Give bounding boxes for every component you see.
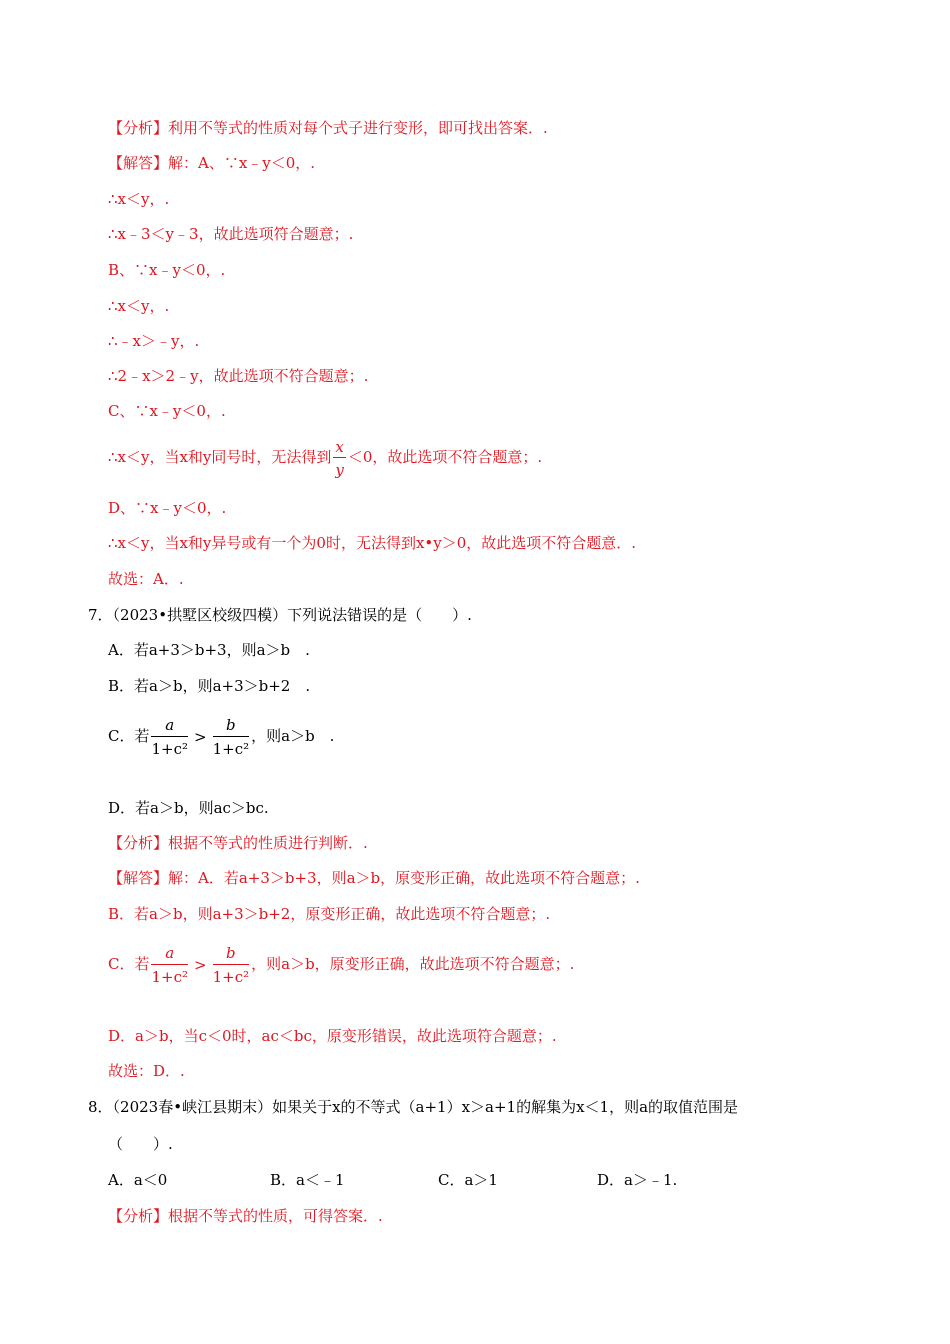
q8-stem-continued: （ ）. xyxy=(108,1135,173,1153)
text-segment: C．若 xyxy=(108,727,150,745)
q6-analysis: 【分析】利用不等式的性质对每个式子进行变形，即可找出答案．. xyxy=(108,119,548,137)
q7-solution-c xyxy=(108,942,574,987)
q6-solution-c: C、∵x﹣y＜0，. xyxy=(108,402,226,420)
text-segment: ，则a＞b . xyxy=(251,727,335,745)
fraction-denominator: 1+c² xyxy=(212,740,250,758)
fraction-numerator: a xyxy=(151,716,188,737)
q7-solution-d: D．a＞b，当c＜0时，ac＜bc，原变形错误，故此选项符合题意；. xyxy=(108,1027,557,1045)
q7-stem: 7．（2023•拱墅区校级四模）下列说法错误的是（ ）. xyxy=(88,606,472,624)
q7-analysis: 【分析】根据不等式的性质进行判断．. xyxy=(108,834,368,852)
fraction-b xyxy=(213,944,250,986)
fraction-numerator: x xyxy=(335,437,344,456)
q7-choice: 故选：D．. xyxy=(108,1062,185,1080)
q7-option-c xyxy=(108,714,334,759)
q7-solution-a: 【解答】解：A．若a+3＞b+3，则a＞b，原变形正确，故此选项不符合题意；. xyxy=(108,869,640,887)
greater-than-sign: > xyxy=(194,956,207,974)
q6-solution-line: ∴2﹣x＞2﹣y，故此选项不符合题意；. xyxy=(108,367,369,385)
fraction-a xyxy=(151,944,188,986)
text-segment: ∴x＜y，当x和y同号时，无法得到 xyxy=(108,448,332,466)
fraction-numerator: a xyxy=(151,944,188,965)
q6-solution-line: ∴x﹣3＜y﹣3，故此选项符合题意；. xyxy=(108,225,354,243)
q8-analysis: 【分析】根据不等式的性质，可得答案．. xyxy=(108,1207,383,1225)
q6-solution-d: D、∵x﹣y＜0，. xyxy=(108,499,227,517)
q7-option-b: B．若a＞b，则a+3＞b+2 . xyxy=(108,677,311,695)
q6-solution-a: 【解答】解：A、∵x﹣y＜0，. xyxy=(108,154,316,172)
q6-solution-line: ∴x＜y，. xyxy=(108,190,170,208)
q7-option-d: D．若a＞b，则ac＞bc. xyxy=(108,799,269,817)
fraction-b xyxy=(213,716,250,758)
q6-solution-c-fraction-line xyxy=(108,437,542,479)
q8-option-d: D．a＞﹣1. xyxy=(597,1171,678,1189)
q6-solution-b: B、∵x﹣y＜0，. xyxy=(108,261,226,279)
q8-stem: 8．（2023春•峡江县期末）如果关于x的不等式（a+1）x＞a+1的解集为x＜1，则a的取值范围是 xyxy=(88,1098,739,1116)
greater-than-sign: > xyxy=(194,728,207,746)
q7-solution-b: B．若a＞b，则a+3＞b+2，原变形正确，故此选项不符合题意；. xyxy=(108,905,551,923)
q7-option-a: A．若a+3＞b+3，则a＞b . xyxy=(108,641,310,659)
q6-solution-line: ∴﹣x＞﹣y，. xyxy=(108,332,200,350)
fraction-denominator: 1+c² xyxy=(212,968,250,986)
text-segment: C．若 xyxy=(108,955,150,973)
q6-solution-line: ∴x＜y，. xyxy=(108,297,170,315)
fraction-a xyxy=(151,716,188,758)
fraction-denominator: 1+c² xyxy=(151,740,189,758)
text-segment: ＜0，故此选项不符合题意；. xyxy=(347,448,543,466)
fraction-denominator: y xyxy=(335,460,344,479)
fraction-numerator: b xyxy=(213,716,250,737)
q8-option-a: A．a＜0 xyxy=(108,1171,168,1189)
fraction-denominator: 1+c² xyxy=(151,968,189,986)
q8-option-b: B．a＜﹣1 xyxy=(270,1171,345,1189)
fraction-x-over-y xyxy=(333,438,345,479)
text-segment: ，则a＞b，原变形正确，故此选项不符合题意；. xyxy=(251,955,575,973)
q6-solution-line: ∴x＜y，当x和y异号或有一个为0时，无法得到x•y＞0，故此选项不符合题意．. xyxy=(108,534,637,552)
q8-option-c: C．a＞1 xyxy=(438,1171,498,1189)
fraction-numerator: b xyxy=(213,944,250,965)
q6-choice: 故选：A．. xyxy=(108,570,184,588)
